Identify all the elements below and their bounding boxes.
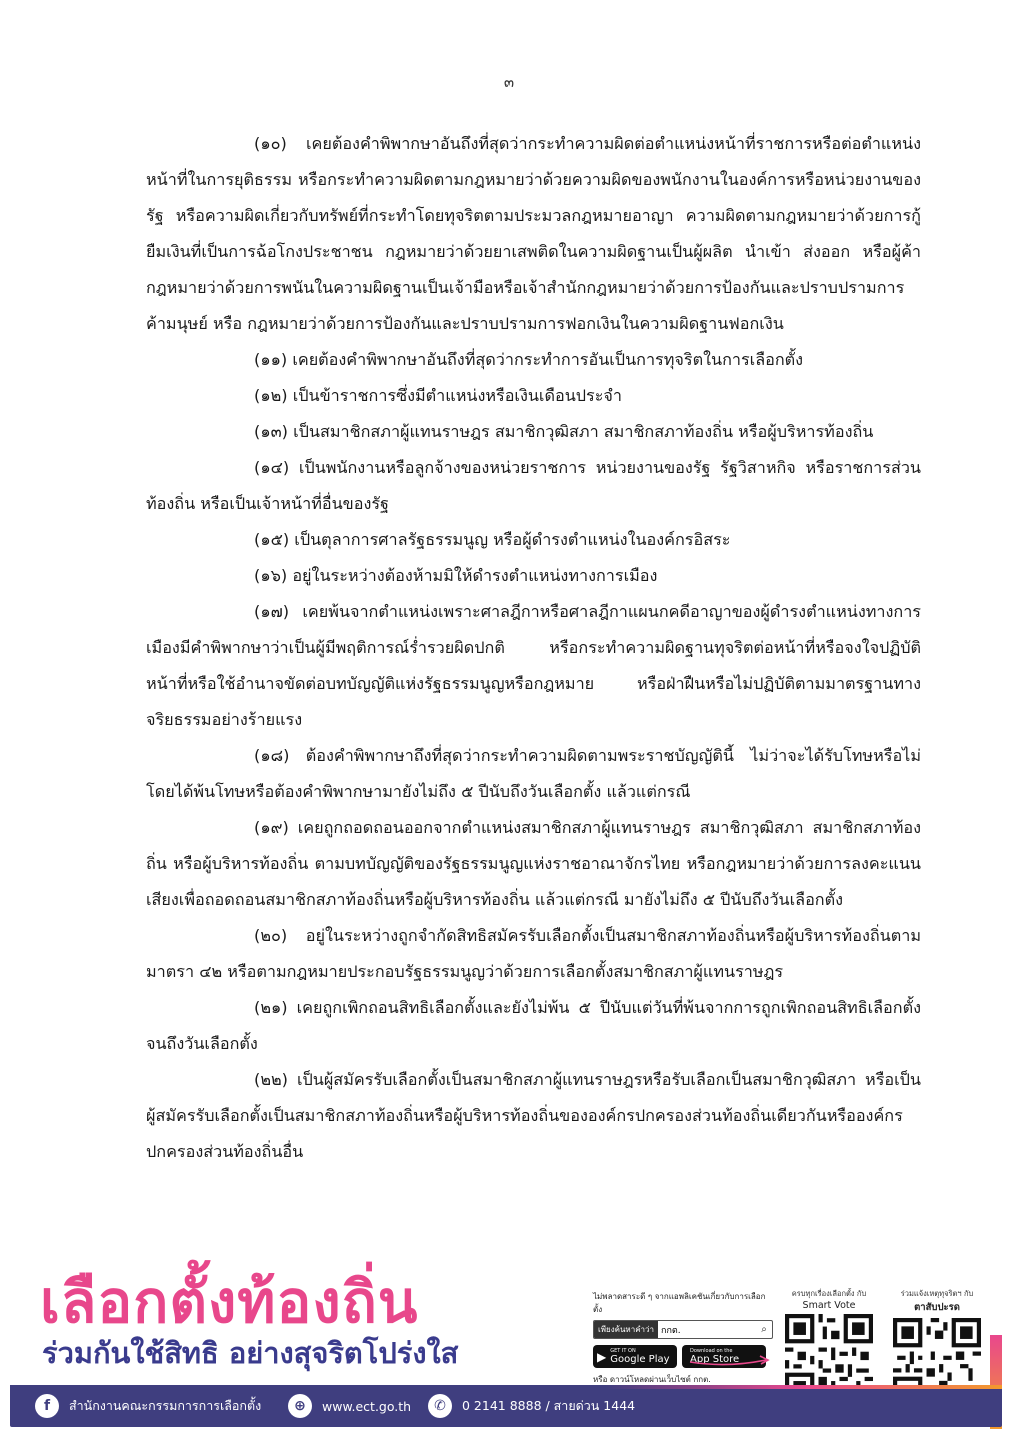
app-store-small-label: Download on the	[690, 1348, 733, 1354]
google-play-label: Google Play	[610, 1354, 670, 1365]
footer-facebook[interactable]	[35, 1385, 261, 1427]
arrow-icon	[688, 1352, 773, 1370]
search-bar	[593, 1320, 773, 1339]
search-icon: ⌕	[761, 1324, 767, 1335]
clause-10: (๑๐) เคยต้องคำพิพากษาอันถึงที่สุดว่ากระทำความผิดต่อตำแหน่งหน้าที่ราชการหรือต่อตำแหน่งหน้าที่ในการยุติธรรม หรือกระทำความผิดตามกฎหมายว่าด้วยความผิดของพนักงานในองค์การหรือหน่วยงานของรัฐ หรือความผิดเกี่ยวกับทรัพย์ที่กระทำโดยทุจริตตามประมวลกฎหมายอาญา ความผิดตามกฎหมายว่าด้วยการกู้ยืมเงินที่เป็นการฉ้อโกงประชาชน กฎหมายว่าด้วยยาเสพติดในความผิดฐานเป็นผู้ผลิต นำเข้า ส่งออก หรือผู้ค้า กฎหมายว่าด้วยการพนันในความผิดฐานเป็นเจ้ามือหรือเจ้าสำนักกฎหมายว่าด้วยการป้องกันและปราบปรามการค้ามนุษย์ หรือ กฎหมายว่าด้วยการป้องกันและปราบปรามการฟอกเงินในความผิดฐานฟอกเงิน	[146, 134, 921, 333]
google-play-button[interactable]	[593, 1345, 677, 1368]
clause-21: (๒๑) เคยถูกเพิกถอนสิทธิเลือกตั้งและยังไม่พ้น ๕ ปีนับแต่วันที่พ้นจากการถูกเพิกถอนสิทธิเลือกตั้งจนถึงวันเลือกตั้ง	[146, 998, 921, 1053]
tasapparod-title: ตาสับปะรด	[914, 1302, 960, 1313]
phone-icon: ✆	[428, 1394, 452, 1418]
clause-18: (๑๘) ต้องคำพิพากษาถึงที่สุดว่ากระทำความผิดตามพระราชบัญญัตินี้ ไม่ว่าจะได้รับโทษหรือไม่ โดยได้พ้นโทษหรือต้องคำพิพากษามายังไม่ถึง ๕ ปีนับถึงวันเลือกตั้ง แล้วแต่กรณี	[146, 746, 921, 801]
clause-17: (๑๗) เคยพ้นจากตำแหน่งเพราะศาลฎีกาหรือศาลฎีกาแผนกคดีอาญาของผู้ดำรงตำแหน่งทางการเมืองมีคำพิพากษาว่าเป็นผู้มีพฤติการณ์ร่ำรวยผิดปกติ หรือกระทำความผิดฐานทุจริตต่อหน้าที่หรือจงใจปฏิบัติหน้าที่หรือใช้อำนาจขัดต่อบทบัญญัติแห่งรัฐธรรมนูญหรือกฎหมาย หรือฝ่าฝืนหรือไม่ปฏิบัติตามมาตรฐานทางจริยธรรมอย่างร้ายแรง	[146, 602, 921, 729]
footer-phone[interactable]	[428, 1385, 635, 1427]
facebook-icon: f	[35, 1394, 59, 1418]
clause-13: (๑๓) เป็นสมาชิกสภาผู้แทนราษฎร สมาชิกวุฒิสภา สมาชิกสภาท้องถิ่น หรือผู้บริหารท้องถิ่น	[254, 422, 874, 441]
clause-20: (๒๐) อยู่ในระหว่างถูกจำกัดสิทธิสมัครรับเลือกตั้งเป็นสมาชิกสภาท้องถิ่นหรือผู้บริหารท้องถิ่นตามมาตรา ๔๒ หรือตามกฎหมายประกอบรัฐธรรมนูญว่าด้วยการเลือกตั้งสมาชิกสภาผู้แทนราษฎร	[146, 926, 921, 981]
footer-phone-number: 0 2141 8888 / สายด่วน 1444	[462, 1398, 636, 1413]
footer-org-name: สำนักงานคณะกรรมการการเลือกตั้ง	[69, 1398, 262, 1413]
clause-16: (๑๖) อยู่ในระหว่างต้องห้ามมิให้ดำรงตำแหน่งทางการเมือง	[254, 566, 658, 585]
page-number: ๓	[503, 73, 515, 91]
clause-22: (๒๒) เป็นผู้สมัครรับเลือกตั้งเป็นสมาชิกสภาผู้แทนราษฎรหรือรับเลือกเป็นสมาชิกวุฒิสภา หรือเป็นผู้สมัครรับเลือกตั้งเป็นสมาชิกสภาท้องถิ่นหรือผู้บริหารท้องถิ่นขององค์กรปกครองส่วนท้องถิ่นเดียวกันหรือองค์กรปกครองส่วนท้องถิ่นอื่น	[146, 1070, 921, 1161]
app-store-label: App Store	[690, 1354, 740, 1365]
smart-vote-caption: ครบทุกเรื่องเลือกตั้ง กับ	[791, 1289, 867, 1298]
document-body	[146, 126, 921, 1170]
clause-11: (๑๑) เคยต้องคำพิพากษาอันถึงที่สุดว่ากระทำการอันเป็นการทุจริตในการเลือกตั้ง	[254, 350, 804, 369]
globe-icon: ⊕	[288, 1394, 312, 1418]
app-promo	[593, 1290, 773, 1386]
clause-19: (๑๙) เคยถูกถอดถอนออกจากตำแหน่งสมาชิกสภาผู้แทนราษฎร สมาชิกวุฒิสภา สมาชิกสภาท้องถิ่น หรือผู้บริหารท้องถิ่น ตามบทบัญญัติของรัฐธรรมนูญแห่งราชอาณาจักรไทย หรือกฎหมายว่าด้วยการลงคะแนนเสียงเพื่อถอดถอนสมาชิกสภาท้องถิ่นหรือผู้บริหารท้องถิ่น แล้วแต่กรณี มายังไม่ถึง ๕ ปีนับถึงวันเลือกตั้ง	[146, 818, 921, 909]
google-play-small-label: GET IT ON	[610, 1348, 636, 1354]
footer-bar	[10, 1385, 1002, 1427]
search-input[interactable]	[658, 1322, 756, 1337]
clause-14: (๑๔) เป็นพนักงานหรือลูกจ้างของหน่วยราชการ หน่วยงานของรัฐ รัฐวิสาหกิจ หรือราชการส่วนท้องถิ่น หรือเป็นเจ้าหน้าที่อื่นของรัฐ	[146, 458, 921, 513]
smart-vote-title: Smart Vote	[802, 1300, 856, 1311]
clause-12: (๑๒) เป็นข้าราชการซึ่งมีตำแหน่งหรือเงินเดือนประจำ	[254, 386, 623, 405]
promo-top-text: ไม่พลาดสาระดี ๆ จากแอพลิเคชันเกี่ยวกับการเลือกตั้ง	[593, 1292, 766, 1314]
election-banner	[0, 1240, 1018, 1440]
tasapparod-caption: ร่วมแจ้งเหตุทุจริตฯ กับ	[900, 1289, 974, 1298]
banner-headline: เลือกตั้งท้องถิ่น	[40, 1268, 419, 1336]
footer-website-url: www.ect.go.th	[322, 1398, 412, 1414]
google-play-icon: ▶	[597, 1349, 607, 1364]
footer-website[interactable]	[288, 1385, 411, 1427]
clause-15: (๑๕) เป็นตุลาการศาลรัฐธรรมนูญ หรือผู้ดำรงตำแหน่งในองค์กรอิสระ	[254, 530, 731, 549]
banner-subhead: ร่วมกันใช้สิทธิ อย่างสุจริตโปร่งใส	[42, 1336, 459, 1370]
search-label: เพียงค้นหาคำว่า	[594, 1321, 658, 1338]
promo-bottom-text: หรือ ดาวน์โหลดผ่านเว็บไซต์ กกต.	[593, 1375, 711, 1384]
